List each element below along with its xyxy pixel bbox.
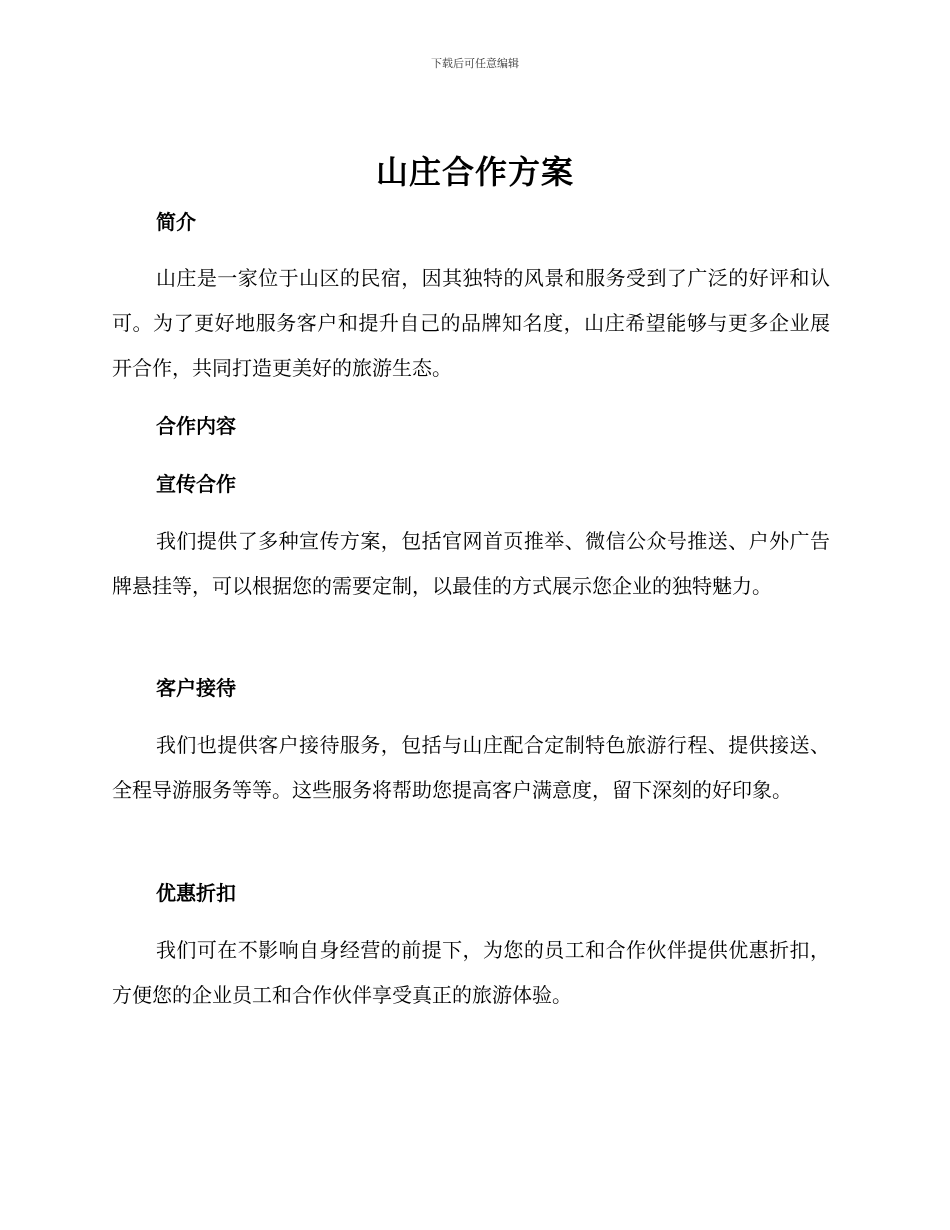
section-body-promotion: 我们提供了多种宣传方案，包括官网首页推举、微信公众号推送、户外广告牌悬挂等，可以根据您的需要定制，以最佳的方式展示您企业的独特魅力。 — [112, 529, 830, 598]
section-body-reception: 我们也提供客户接待服务，包括与山庄配合定制特色旅游行程、提供接送、全程导游服务等等。这些服务将帮助您提高客户满意度，留下深刻的好印象。 — [112, 733, 830, 802]
section-heading-reception: 客户接待 — [156, 676, 236, 700]
section-body-discount: 我们可在不影响自身经营的前提下，为您的员工和合作伙伴提供优惠折扣，方便您的企业员工和合作伙伴享受真正的旅游体验。 — [112, 938, 830, 1007]
section-heading-cooperation: 合作内容 — [156, 414, 236, 438]
section-body-intro: 山庄是一家位于山区的民宿，因其独特的风景和服务受到了广泛的好评和认可。为了更好地服务客户和提升自己的品牌知名度，山庄希望能够与更多企业展开合作，共同打造更美好的旅游生态。 — [112, 266, 830, 380]
section-heading-promotion: 宣传合作 — [156, 472, 236, 496]
header-note: 下载后可任意编辑 — [431, 57, 519, 70]
section-heading-intro: 简介 — [156, 210, 196, 234]
page-title: 山庄合作方案 — [375, 153, 574, 191]
section-heading-discount: 优惠折扣 — [156, 881, 236, 905]
